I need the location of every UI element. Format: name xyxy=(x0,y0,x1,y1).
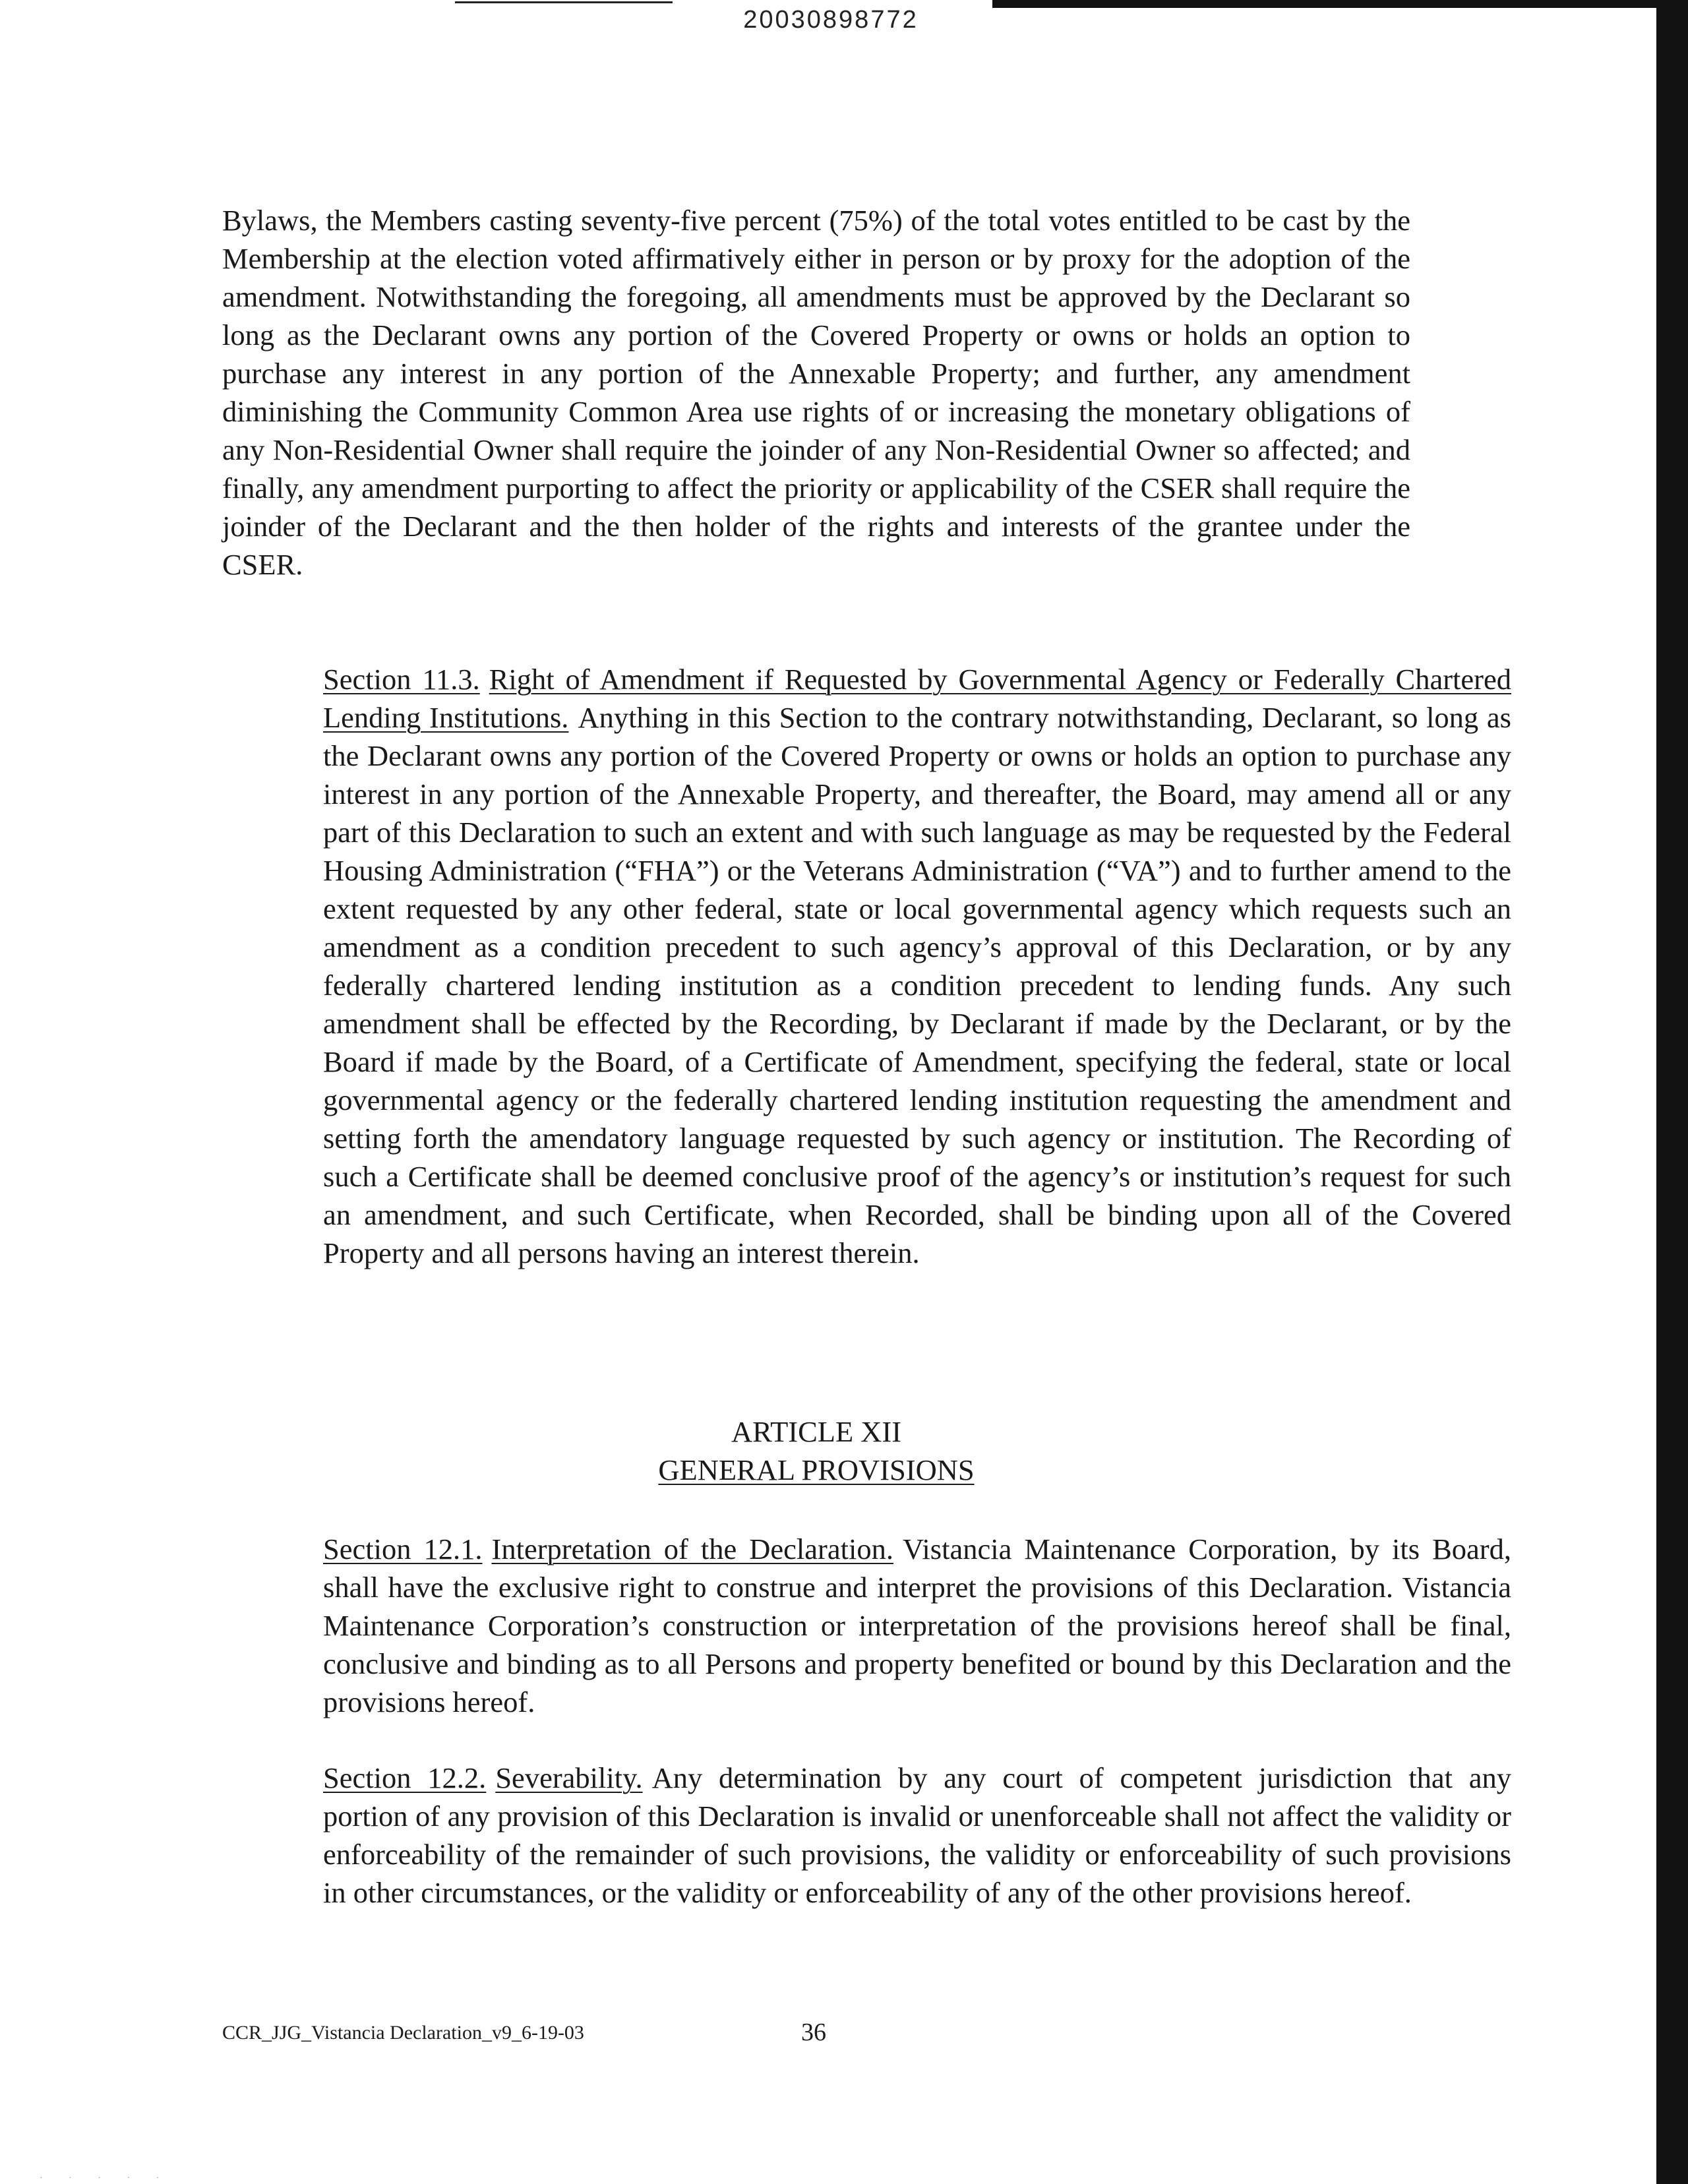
article-number: ARTICLE XII xyxy=(731,1415,902,1448)
paragraph-continuation xyxy=(222,201,1410,584)
section-number: Section 12.2. xyxy=(323,1761,487,1794)
footer-page-number: 36 xyxy=(801,2018,826,2046)
section-body: Any determination by any court of competent jurisdiction that any portion of any provision of this Declaration is invalid or unenforceable shall not affect the validity or enforceability of the remainder of such provisions, the validity or enforceability of such provisions in other circumstances, or the validity or enforceability of any of the other provisions hereof. xyxy=(323,1761,1512,1909)
section-number: Section 11.3. xyxy=(323,663,480,696)
footer-file-name: CCR_JJG_Vistancia Declaration_v9_6-19-03 xyxy=(222,2022,584,2044)
scan-specks: · · · · · xyxy=(40,2173,171,2183)
section-number: Section 12.1. xyxy=(323,1532,483,1565)
article-heading xyxy=(222,1412,1410,1489)
scan-artifact-edge xyxy=(1656,0,1688,2184)
scan-artifact-bar xyxy=(992,0,1688,8)
section-title: Interpretation of the Declaration. xyxy=(491,1532,893,1565)
section-11-3 xyxy=(222,660,1511,1272)
document-number: 20030898772 xyxy=(743,6,919,34)
section-title: Severability. xyxy=(495,1761,643,1794)
section-body: Anything in this Section to the contrary notwithstanding, Declarant, so long as the Declarant owns any portion of the Covered Property or owns or holds an option to purchase any interest in any portion of the Annexable Property, and thereafter, the Board, may amend all or any part of this Declaration to such an extent and with such language as may be requested by the Federal Housing Administration (“FHA”) or the Veterans Administration (“VA”) and to further amend to the extent requested by any other federal, state or local governmental agency which requests such an amendment as a condition precedent to such agency’s approval of this Declaration, or by any federally chartered lending institution as a condition precedent to lending funds. Any such amendment shall be effected by the Recording, by Declarant if made by the Declarant, or by the Board if made by the Board, of a Certificate of Amendment, specifying the federal, state or local governmental agency or the federally chartered lending institution requesting the amendment and setting forth the amendatory language requested by such agency or institution. The Recording of such a Certificate shall be deemed conclusive proof of the agency’s or institution’s request for such an amendment, and such Certificate, when Recorded, shall be binding upon all of the Covered Property and all persons having an interest therein. xyxy=(323,701,1511,1269)
section-12-2 xyxy=(222,1759,1511,1912)
section-12-1 xyxy=(222,1530,1511,1721)
scan-artifact-line xyxy=(455,1,673,3)
article-title: GENERAL PROVISIONS xyxy=(658,1453,975,1486)
section-title: Right of Amendment if Requested by Governmental Agency or Federally Chartered Lending Institutions. xyxy=(323,663,1511,734)
paragraph-text: Bylaws, the Members casting seventy-five percent (75%) of the total votes entitled to be cast by the Membership at the election voted affirmatively either in person or by proxy for the adoption of the amendment. Notwithstanding the foregoing, all amendments must be approved by the Declarant so long as the Declarant owns any portion of the Covered Property or owns or holds an option to purchase any interest in any portion of the Annexable Property; and further, any amendment diminishing the Community Common Area use rights of or increasing the monetary obligations of any Non-Residential Owner shall require the joinder of any Non-Residential Owner so affected; and finally, any amendment purporting to affect the priority or applicability of the CSER shall require the joinder of the Declarant and the then holder of the rights and interests of the grantee under the CSER. xyxy=(222,204,1410,581)
section-body: Vistancia Maintenance Corporation, by its Board, shall have the exclusive right to construe and interpret the provisions of this Declaration. Vistancia Maintenance Corporation’s construction or interpretation of the provisions hereof shall be final, conclusive and binding as to all Persons and property benefited or bound by this Declaration and the provisions hereof. xyxy=(323,1532,1511,1718)
